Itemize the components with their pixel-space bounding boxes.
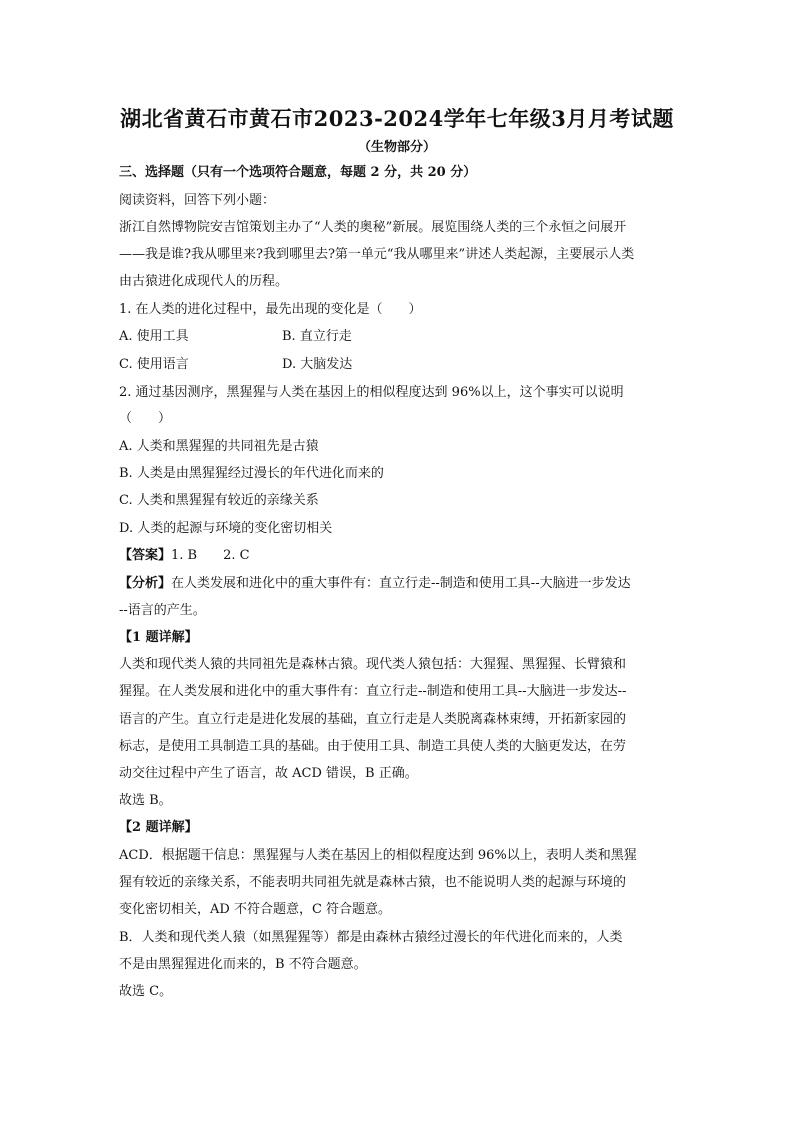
analysis-line-1 [119, 575, 679, 593]
reading-instruction: 阅读资料，回答下列小题： [119, 193, 276, 208]
detail-2-line-4: B．人类和现代类人猿（如黑猩猩等）都是由森林古猿经过漫长的年代进化而来的，人类 [119, 930, 623, 945]
analysis-text-1: 在人类发展和进化中的重大事件有：直立行走--制造和使用工具--大脑进一步发达 [171, 576, 631, 591]
passage-line-2: ——我是谁?我从哪里来?我到哪里去?第一单元“我从哪里来”讲述人类起源，主要展示人类 [119, 247, 635, 262]
detail-1-conclusion: 故选 B。 [119, 793, 172, 808]
detail-2-line-1: ACD．根据题干信息：黑猩猩与人类在基因上的相似程度达到 96%以上，表明人类和黑猩 [119, 848, 637, 863]
question-1-stem: 1. 在人类的进化过程中，最先出现的变化是（ ） [119, 302, 422, 317]
question-2-stem-line-2: （ ） [119, 411, 172, 426]
question-2-option-b: B. 人类是由黑猩猩经过漫长的年代进化而来的 [119, 466, 384, 481]
analysis-label: 【分析】 [119, 576, 172, 591]
passage-line-3: 由古猿进化成现代人的历程。 [119, 274, 289, 289]
detail-1-line-5: 动交往过程中产生了语言，故 ACD 错误，B 正确。 [119, 766, 418, 781]
question-1-option-b: B. 直立行走 [282, 329, 352, 344]
detail-1-line-2: 猩猩。在人类发展和进化中的重大事件有：直立行走--制造和使用工具--大脑进一步发达-- [119, 684, 627, 699]
question-2-option-d: D. 人类的起源与环境的变化密切相关 [119, 521, 333, 536]
section-heading: 三、选择题（只有一个选项符合题意，每题 2 分，共 20 分） [119, 165, 477, 180]
question-2-stem-line-1: 2. 通过基因测序，黑猩猩与人类在基因上的相似程度达到 96%以上，这个事实可以说明 [119, 385, 624, 400]
detail-1-label: 【1 题详解】 [119, 630, 198, 645]
detail-2-line-2: 猩有较近的亲缘关系，不能表明共同祖先就是森林古猿，也不能说明人类的起源与环境的 [119, 875, 627, 890]
answer-line [119, 547, 679, 565]
analysis-line-2: --语言的产生。 [119, 603, 206, 618]
detail-2-line-5: 不是由黑猩猩进化而来的，B 不符合题意。 [119, 957, 367, 972]
document-subtitle: （生物部分） [357, 140, 436, 155]
detail-1-line-1: 人类和现代类人猿的共同祖先是森林古猿。现代类人猿包括：大猩猩、黑猩猩、长臂猿和 [119, 657, 627, 672]
question-2-option-c: C. 人类和黑猩猩有较近的亲缘关系 [119, 493, 319, 508]
detail-2-conclusion: 故选 C。 [119, 984, 173, 999]
question-2-option-a: A. 人类和黑猩猩的共同祖先是古猿 [119, 439, 319, 454]
detail-2-label: 【2 题详解】 [119, 820, 198, 835]
answer-text: 1. B 2. C [171, 548, 250, 563]
document-title: 湖北省黄石市黄石市2023-2024学年七年级3月月考试题 [120, 106, 674, 131]
detail-2-line-3: 变化密切相关，AD 不符合题意，C 符合题意。 [119, 902, 392, 917]
question-1-option-a: A. 使用工具 [119, 329, 189, 344]
answer-label: 【答案】 [119, 548, 172, 563]
detail-1-line-4: 标志，是使用工具制造工具的基础。由于使用工具、制造工具使人类的大脑更发达，在劳 [119, 739, 627, 754]
passage-line-1: 浙江自然博物院安吉馆策划主办了“人类的奥秘”新展。展览围绕人类的三个永恒之问展开 [119, 220, 627, 235]
question-1-option-c: C. 使用语言 [119, 357, 189, 372]
question-1-option-d: D. 大脑发达 [282, 357, 353, 372]
detail-1-line-3: 语言的产生。直立行走是进化发展的基础，直立行走是人类脱离森林束缚，开拓新家园的 [119, 712, 627, 727]
